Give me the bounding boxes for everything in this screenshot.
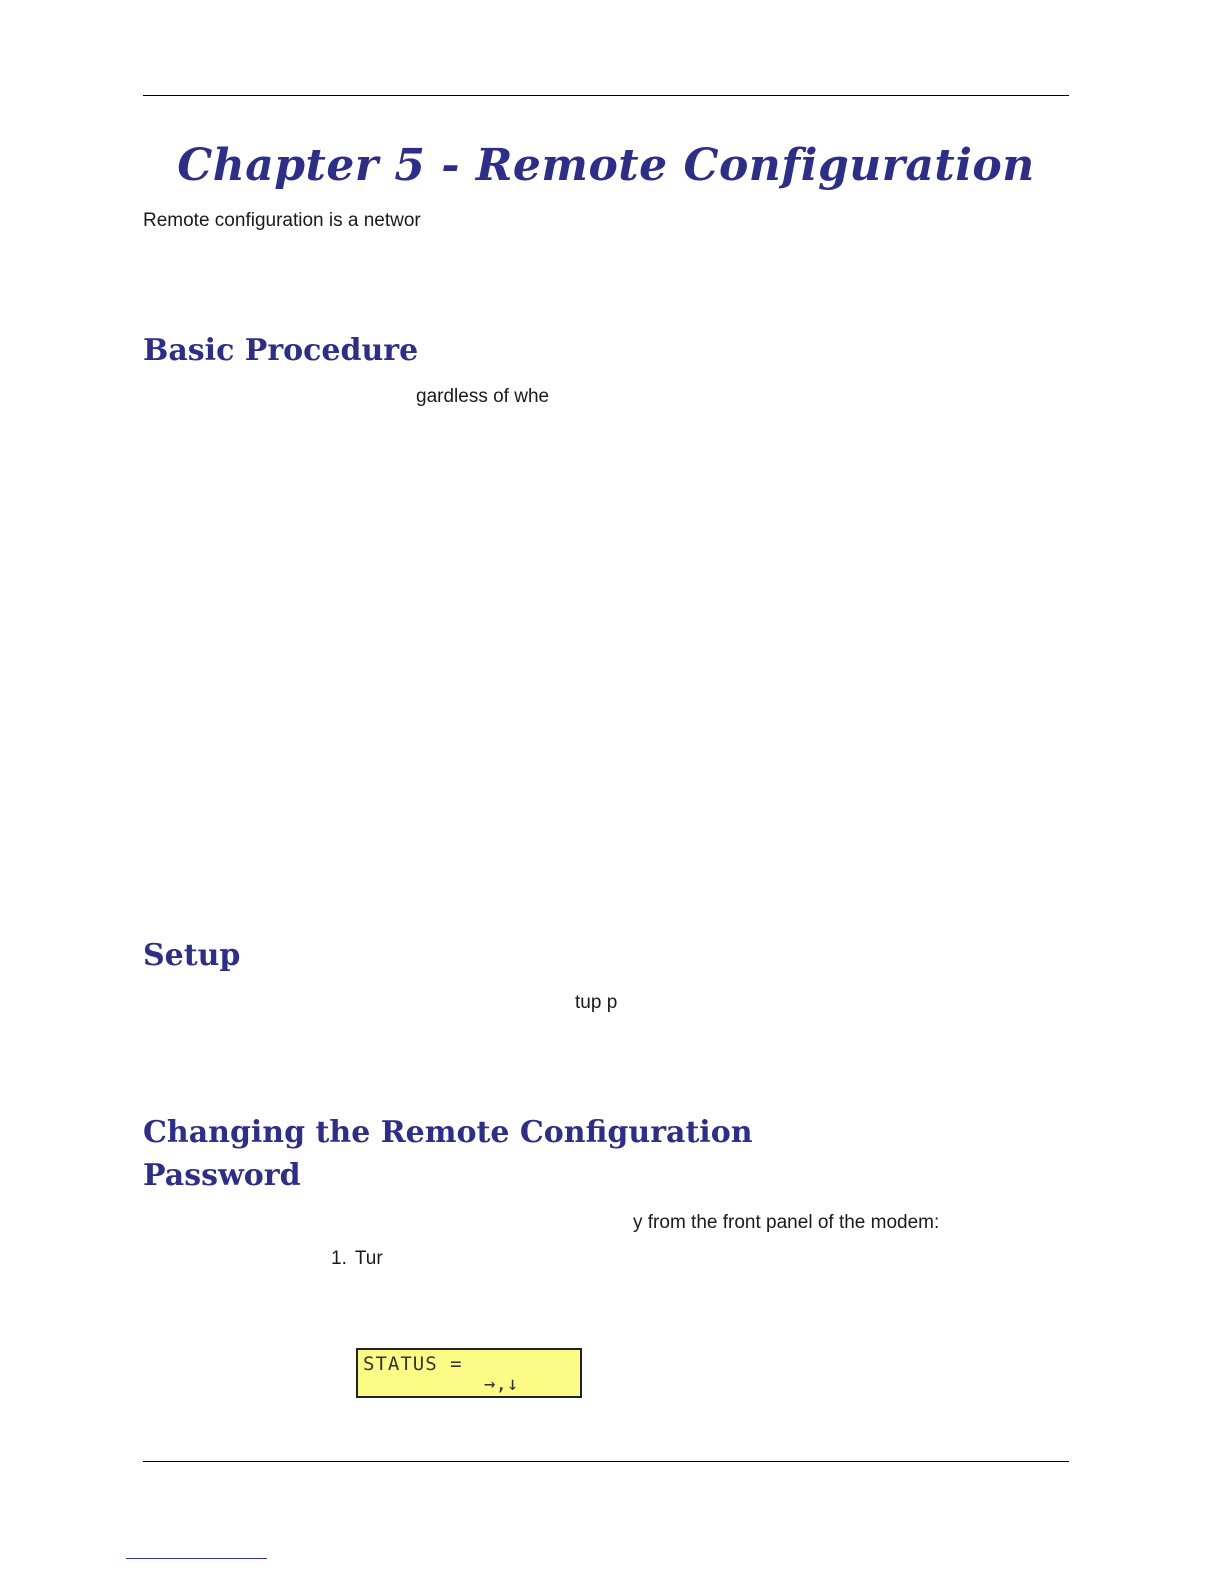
section-heading-basic-procedure: Basic Procedure [143, 333, 419, 368]
lcd-line-1: STATUS = [363, 1353, 463, 1375]
basic-procedure-text: gardless of whe [416, 386, 550, 407]
section-heading-change-password-line1: Changing the Remote Configuration [143, 1115, 753, 1150]
step-1-text: Tur [354, 1248, 383, 1269]
intro-paragraph: Remote configuration is a networ [143, 210, 421, 231]
step-1 [331, 1247, 383, 1271]
lcd-display [356, 1348, 582, 1398]
chapter-title: Chapter 5 - Remote Configuration [177, 140, 1035, 191]
lcd-line-2: →,↓ [484, 1373, 519, 1395]
footer-link-underline [126, 1558, 267, 1559]
step-1-number: 1. [331, 1248, 347, 1269]
header-rule [143, 95, 1069, 96]
footer-rule [143, 1461, 1069, 1462]
section-heading-setup: Setup [143, 938, 241, 973]
section-heading-change-password-line2: Password [143, 1158, 301, 1193]
change-password-text: y from the front panel of the modem: [633, 1212, 940, 1233]
setup-text: tup p [575, 992, 618, 1013]
